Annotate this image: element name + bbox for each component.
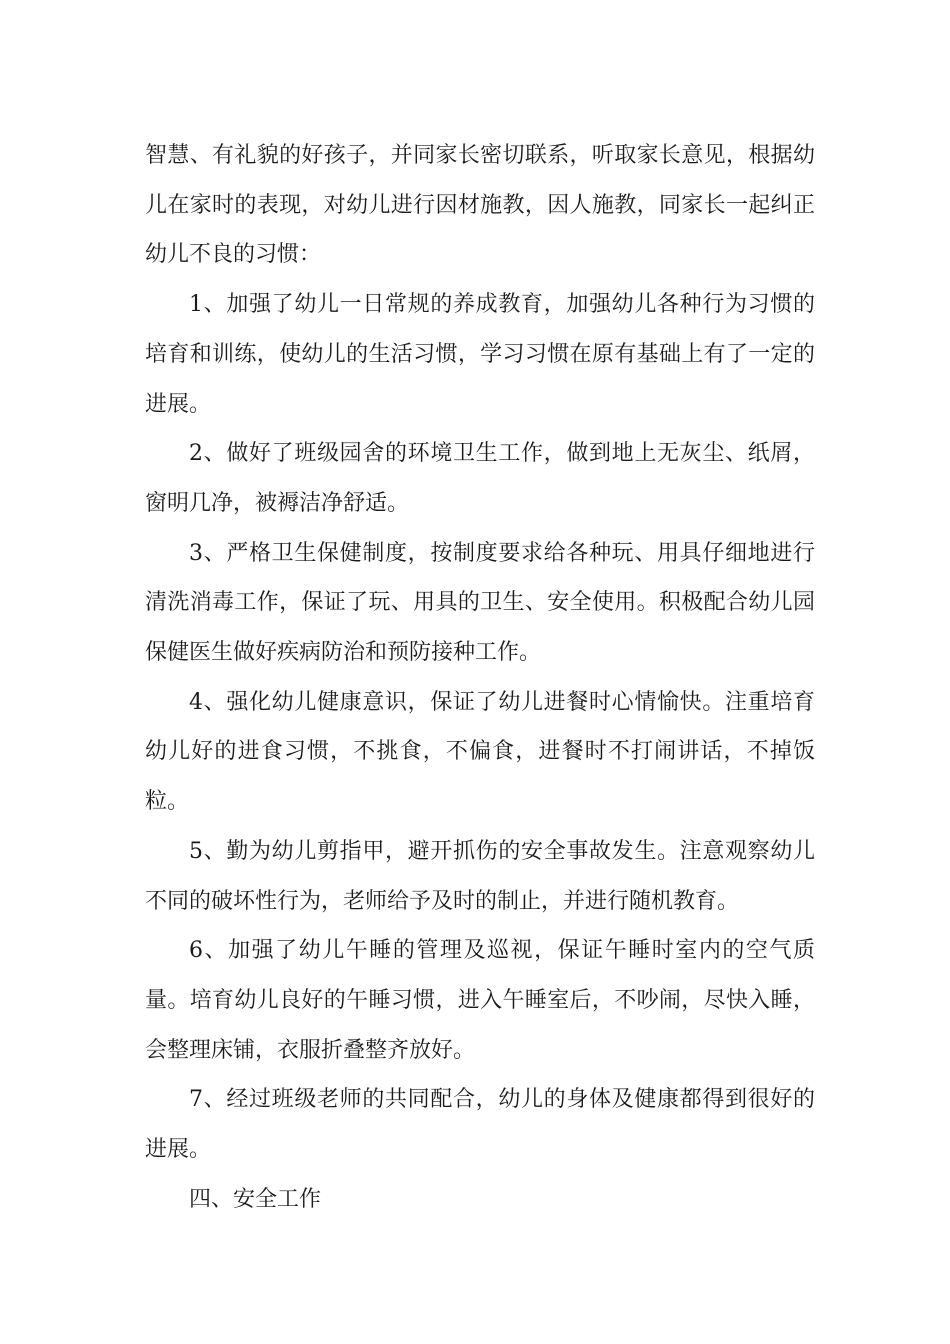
- paragraph-item-4: 4、强化幼儿健康意识，保证了幼儿进餐时心情愉快。注重培育幼儿好的进食习惯，不挑食，不偏食，进餐时不打闹讲话，不掉饭粒。: [145, 689, 815, 815]
- paragraph-item-2: 2、做好了班级园舍的环境卫生工作，做到地上无灰尘、纸屑，窗明几净，被褥洁净舒适。: [145, 441, 815, 516]
- paragraph-item-3: 3、严格卫生保健制度，按制度要求给各种玩、用具仔细地进行清洗消毒工作，保证了玩、用具的卫生、安全使用。积极配合幼儿园保健医生做好疾病防治和预防接种工作。: [145, 540, 815, 666]
- paragraph-item-5: 5、勤为幼儿剪指甲，避开抓伤的安全事故发生。注意观察幼儿不同的破坏性行为，老师给予及时的制止，并进行随机教育。: [145, 838, 815, 914]
- document-body: [145, 131, 815, 1224]
- paragraph-item-6: 6、加强了幼儿午睡的管理及巡视，保证午睡时室内的空气质量。培育幼儿良好的午睡习惯，进入午睡室后，不吵闹，尽快入睡，会整理床铺，衣服折叠整齐放好。: [145, 938, 815, 1063]
- paragraph-continuation: 智慧、有礼貌的好孩子，并同家长密切联系，听取家长意见，根据幼儿在家时的表现，对幼儿进行因材施教，因人施教，同家长一起纠正幼儿不良的习惯：: [145, 143, 815, 268]
- paragraph-item-1: 1、加强了幼儿一日常规的养成教育，加强幼儿各种行为习惯的培育和训练，使幼儿的生活习惯，学习习惯在原有基础上有了一定的进展。: [145, 292, 815, 417]
- section-heading-safety: 四、安全工作: [189, 1186, 322, 1212]
- paragraph-item-7: 7、经过班级老师的共同配合，幼儿的身体及健康都得到很好的进展。: [145, 1087, 815, 1163]
